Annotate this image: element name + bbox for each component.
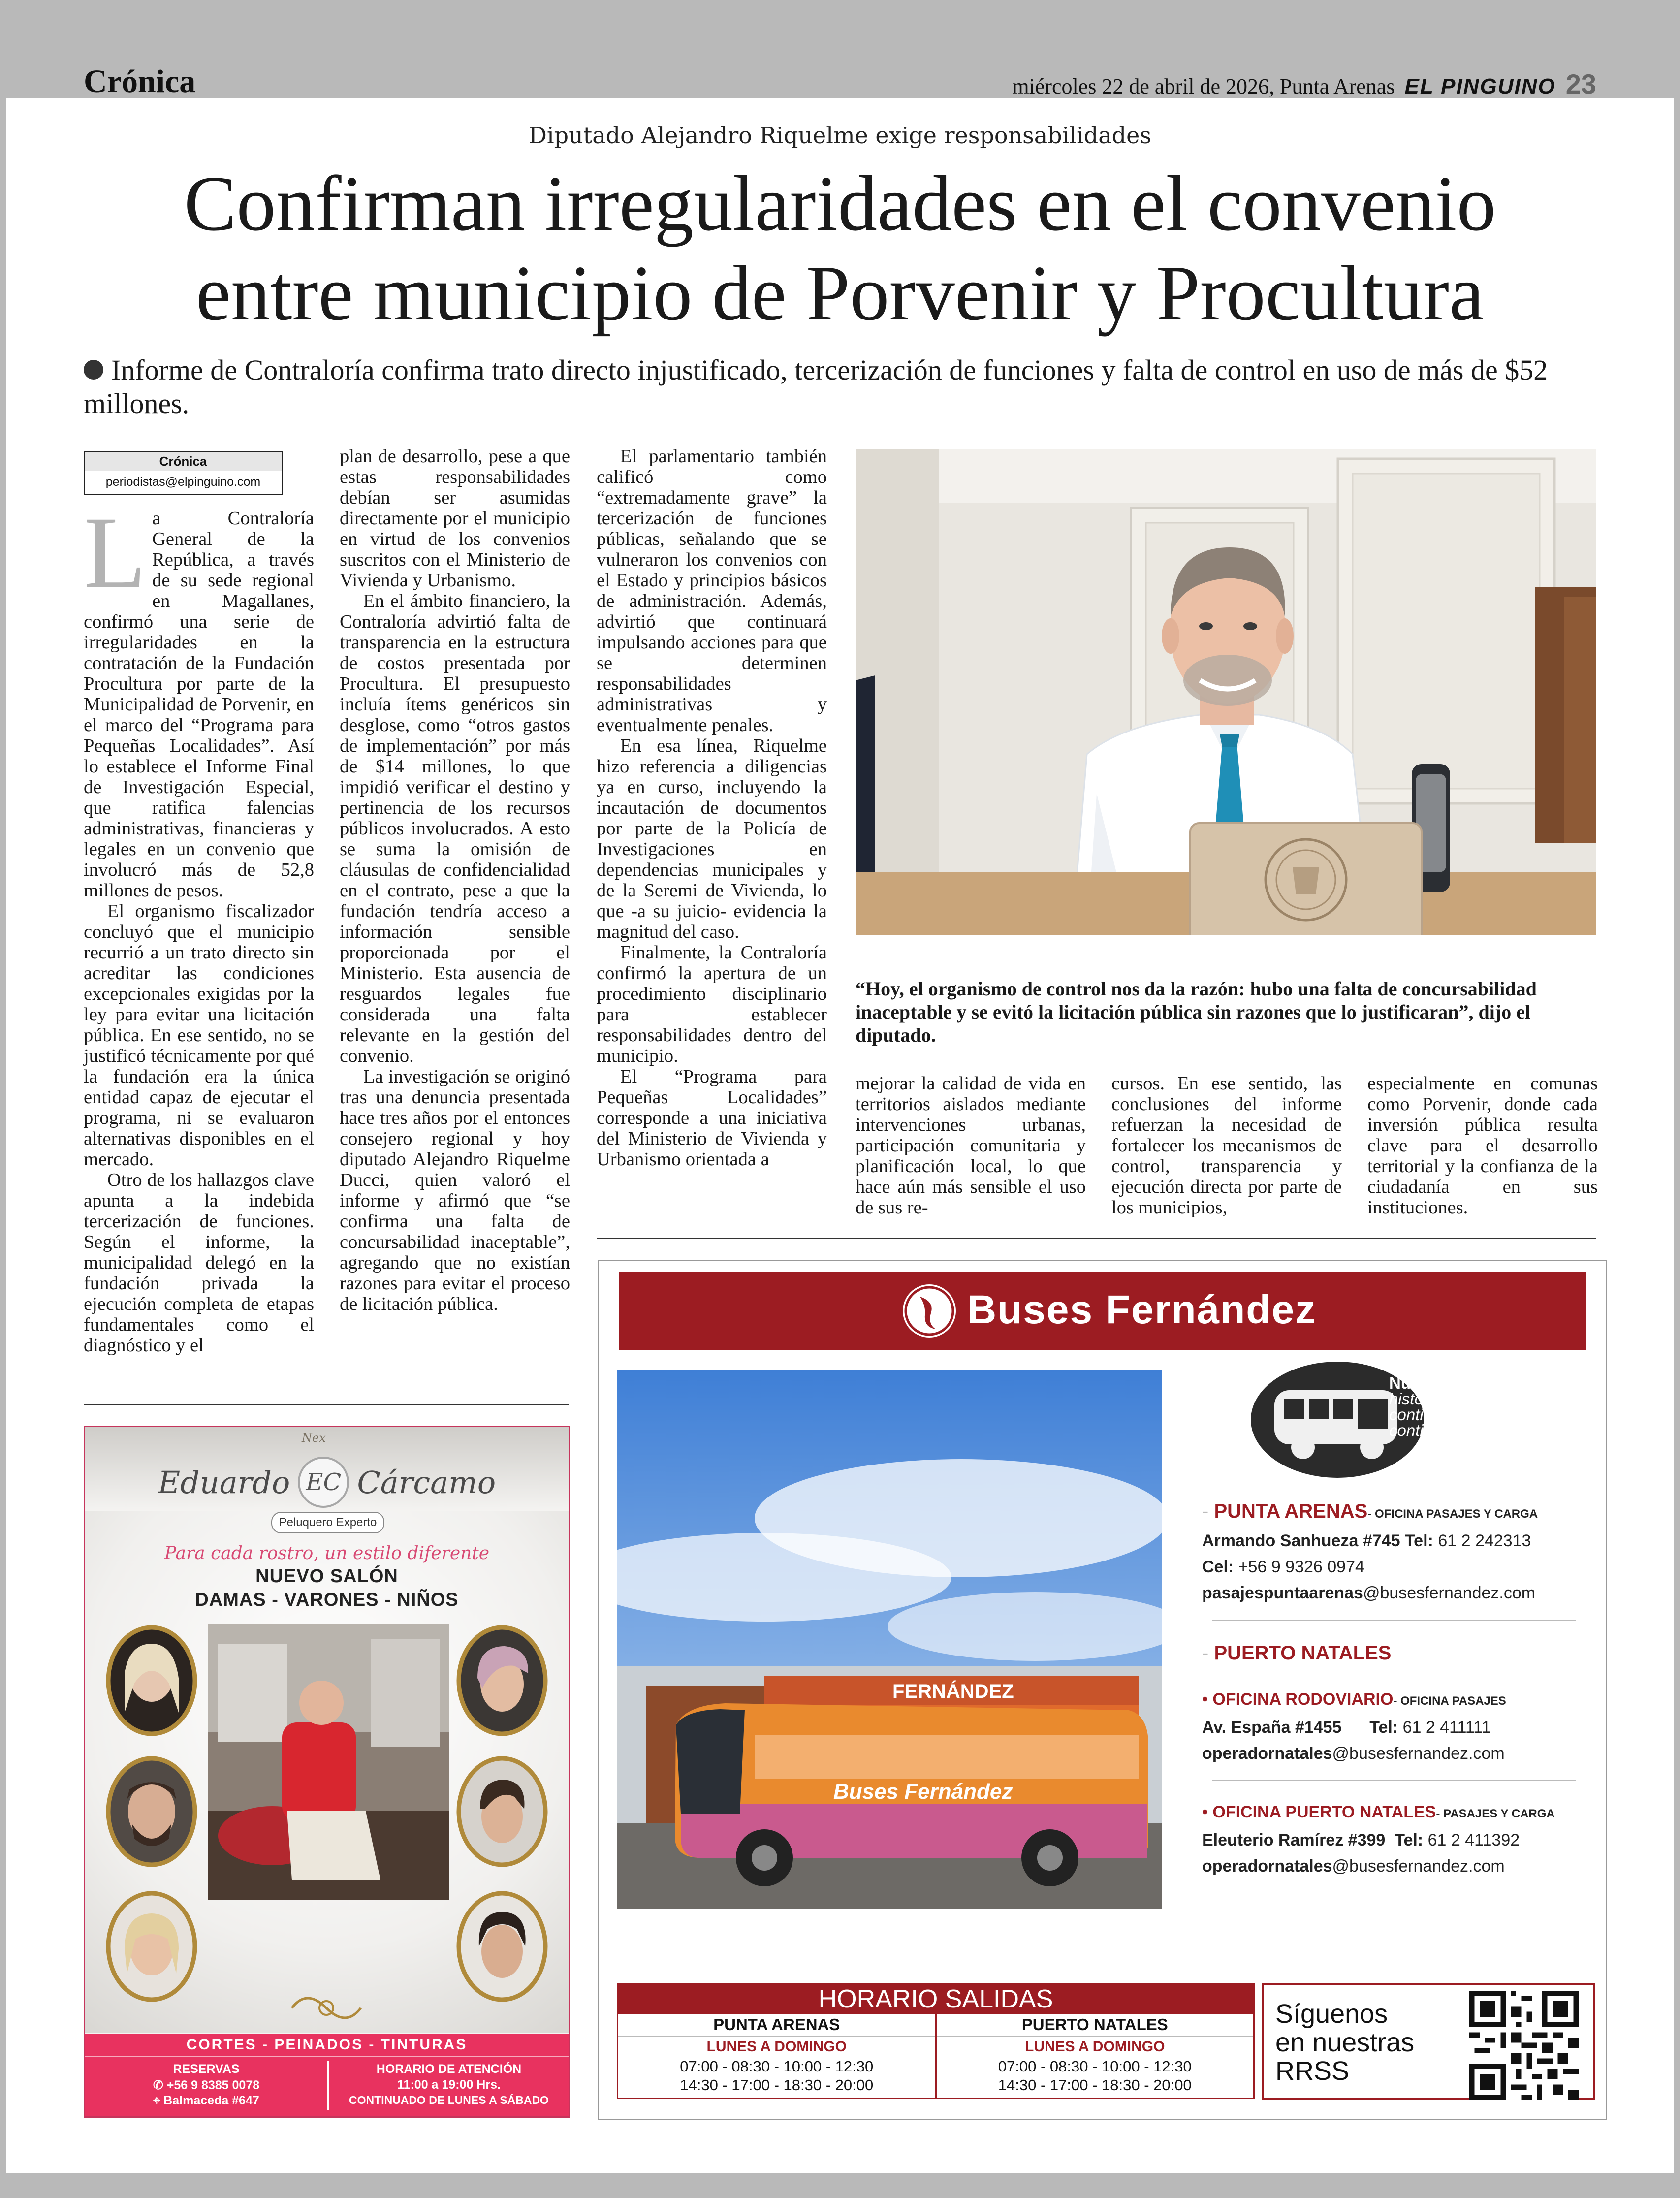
paragraph: mejorar la calidad de vida en territorios aislados mediante intervenciones urbanas, participación comunitaria y planificación local, lo que hace aún más sensible el uso de sus re- [856,1073,1086,1218]
building-sign-text: FERNÁNDEZ [892,1681,1014,1702]
salon-hours-label: HORARIO DE ATENCIÓN [376,2062,522,2076]
article-headline [74,159,1606,338]
schedule-column: PUERTO NATALES LUNES A DOMINGO 07:00 - 08:30 - 10:00 - 12:30 14:30 - 17:00 - 18:30 - 20:00 [937,2014,1254,2098]
bullet-icon [84,360,103,380]
rodoviario-title: • OFICINA RODOVIARIO- OFICINA PASAJES [1202,1690,1506,1709]
article-column-6 [1367,1073,1598,1218]
salon-advertisement [84,1426,570,2118]
page-header-info [1012,68,1596,100]
salon-tagline: Para cada rostro, un estilo diferente [164,1543,490,1563]
salon-photo [208,1624,449,1900]
bus-advertisement [598,1260,1607,2120]
salon-monogram: EC [298,1457,349,1508]
salon-name: Eduardo EC Cárcamo [85,1457,569,1508]
location-pin-icon: ⌖ [153,2094,164,2107]
natales-office-address: Eleuterio Ramírez #399 Tel: 61 2 411392 [1202,1831,1520,1849]
bus-slogan: Nuestra historia continúa contigo [1389,1374,1451,1439]
page-number: 23 [1565,68,1596,99]
salon-role: Peluquero Experto [271,1512,384,1533]
newspaper-brand: EL PINGUINO [1404,74,1556,98]
paragraph: En esa línea, Riquelme hizo referencia a diligencias ya en curso, incluyendo la incautación de documentos por parte de la Policía de Investigaciones en dependencias municipales y de la Seremi de Vivienda, lo que -a su juicio- evidencia la magnitud del caso. [597,735,827,942]
salon-nex: Nex [302,1431,326,1445]
natales-office-email: operadornatales@busesfernandez.com [1202,1857,1505,1876]
headline-line-1: Confirman irregularidades en el convenio [184,159,1496,247]
salon-services: CORTES - PEINADOS - TINTURAS [186,2037,468,2053]
byline-email: periodistas@elpinguino.com [105,475,261,489]
byline-box [84,451,283,495]
punta-arenas-email: pasajespuntaarenas@busesfernandez.com [1202,1584,1536,1602]
date-place: miércoles 22 de abril de 2026, Punta Arenas [1012,74,1395,98]
salon-reservas-label: RESERVAS [173,2062,240,2076]
article-lead [84,353,1600,420]
paragraph: plan de desarrollo, pese a que estas responsabilidades debían ser asumidas directamente por el municipio en virtud de los convenios suscritos con el Ministerio de Vivienda y Urbanismo. [340,446,570,591]
paragraph: Finalmente, la Contraloría confirmó la apertura de un procedimiento disciplinario para establecer responsabilidades dentro del municipio. [597,942,827,1066]
salon-audience: DAMAS - VARONES - NIÑOS [195,1590,459,1610]
schedule-column: PUNTA ARENAS LUNES A DOMINGO 07:00 - 08:30 - 10:00 - 12:30 14:30 - 17:00 - 18:30 - 20:00 [618,2014,937,2098]
bus-contacts [1202,1500,1596,1876]
social-text: Síguenos en nuestras RRSS [1275,1999,1415,2086]
whatsapp-icon: ✆ [153,2078,167,2092]
divider [84,1404,569,1405]
paragraph: especialmente en comunas como Porvenir, donde cada inversión pública resulta clave para el desarrollo territorial y la confianza de la ciudadanía en sus instituciones. [1367,1073,1598,1218]
schedule-title: HORARIO SALIDAS [618,1984,1253,2014]
salon-phone: ✆ +56 9 8385 0078 [153,2078,260,2092]
lead-text: Informe de Contraloría confirma trato directo injustificado, tercerización de funciones y falta de control en uso de más de $52 millones. [84,354,1548,419]
section-title: Crónica [84,64,196,99]
bus-brand-banner [619,1272,1586,1350]
natales-office-title: • OFICINA PUERTO NATALES- PASAJES Y CARGA [1202,1803,1555,1821]
puerto-natales-title: - PUERTO NATALES [1202,1642,1392,1664]
schedule-table [617,1983,1255,2099]
article-photo [856,449,1596,935]
punta-arenas-address: Armando Sanhueza #745 Tel: 61 2 242313 [1202,1531,1531,1550]
social-box [1262,1983,1595,2100]
brand-logo-icon [900,1282,958,1340]
bus-brand-name: Buses Fernández [967,1287,1316,1332]
article-column-1 [84,496,314,1356]
paragraph: cursos. En ese sentido, las conclusiones del informe refuerzan la necesidad de fortalecer los mecanismos de control, transparencia y ejecución directa por parte de los municipios, [1111,1073,1342,1218]
salon-new: NUEVO SALÓN [255,1566,398,1587]
punta-arenas-title: - PUNTA ARENAS- OFICINA PASAJES Y CARGA [1202,1500,1538,1522]
deputy-photo-illustration [856,449,1596,935]
paragraph: La investigación se originó tras una denuncia presentada hace tres años por el entonces consejero regional y hoy diputado Alejandro Riquelme Ducci, quien valoró el informe y afirmó que “se confirma una falta de concursabilidad inaceptable”, agregando que no existían razones para evitar el proceso de licitación pública. [340,1066,570,1314]
article-column-4 [856,1073,1086,1218]
salon-hours: 11:00 a 19:00 Hrs. [397,2078,501,2092]
divider [597,1238,1596,1239]
rodoviario-address: Av. España #1455 Tel: 61 2 411111 [1202,1718,1491,1737]
bus-photo [617,1370,1162,1909]
salon-hours-note: CONTINUADO DE LUNES A SÁBADO [349,2094,549,2106]
article-column-2 [340,446,570,1314]
article-kicker: Diputado Alejandro Riquelme exige responsabilidades [529,122,1151,149]
paragraph: El “Programa para Pequeñas Localidades” corresponde a una iniciativa del Ministerio de Vivienda y Urbanismo orientada a [597,1066,827,1170]
photo-caption: “Hoy, el organismo de control nos da la razón: hubo una falta de concursabilidad inaceptable y se evitó la licitación pública sin razones que lo justificaran”, dijo el diputado. [856,978,1537,1046]
salon-footer [85,2034,569,2116]
bus-livery-text: Buses Fernández [833,1780,1013,1804]
ornament-icon [287,1983,366,2033]
paragraph: En el ámbito financiero, la Contraloría advirtió falta de transparencia en la estructura de costos presentada por Procultura. El presupuesto incluía ítems genéricos sin desglose, como “otros gastos de implementación” por más de $14 millones, lo que impidió verificar el destino y pertinencia de los recursos públicos involucrados. A esto se suma la omisión de cláusulas de confidencialidad en el contrato, pese a que la fundación tendría acceso a información sensible proporcionada por el Ministerio. Esta ausencia de resguardos legales fue considerada una falta relevante en la gestión del convenio. [340,591,570,1066]
qr-code-icon[interactable] [1469,1991,1579,2100]
salon-address: ⌖ Balmaceda #647 [153,2094,259,2107]
article-column-5 [1111,1073,1342,1218]
rodoviario-email: operadornatales@busesfernandez.com [1202,1744,1505,1763]
punta-arenas-cel: Cel: +56 9 9326 0974 [1202,1558,1364,1576]
paragraph: Otro de los hallazgos clave apunta a la indebida tercerización de funciones. Según el informe, la municipalidad delegó en la fundación privada la ejecución completa de etapas fundamentales como el diagnóstico y el [84,1170,314,1356]
byline-section: Crónica [85,452,282,471]
drop-cap: L [84,496,147,609]
paragraph: La Contraloría General de la República, a través de su sede regional en Magallanes, confirmó una serie de irregularidades en la contratación de la Fundación Procultura por parte de la Municipalidad de Porvenir, en el marco del “Programa para Pequeñas Localidades”. Así lo establece el Informe Final de Investigación Especial, que ratifica falencias administrativas, financieras y legales en un convenio que involucró más de 52,8 millones de pesos. [84,496,314,901]
paragraph: El parlamentario también calificó como “extremadamente grave” la tercerización de funciones públicas, señalando que se vulneraron los convenios con el Estado y principios básicos de administración. Además, advirtió que continuará impulsando acciones para que se determinen responsabilidades administrativas y eventualmente penales. [597,446,827,735]
headline-line-2: entre municipio de Porvenir y Procultura [195,249,1485,337]
article-column-3 [597,446,827,1170]
paragraph: El organismo fiscalizador concluyó que el municipio recurrió a un trato directo sin acreditar las condiciones excepcionales exigidas por la ley para evitar una licitación pública. En ese sentido, no se justificó técnicamente por qué la fundación era la única entidad capaz de ejecutar el programa, ni se evaluaron alternativas disponibles en el mercado. [84,901,314,1170]
